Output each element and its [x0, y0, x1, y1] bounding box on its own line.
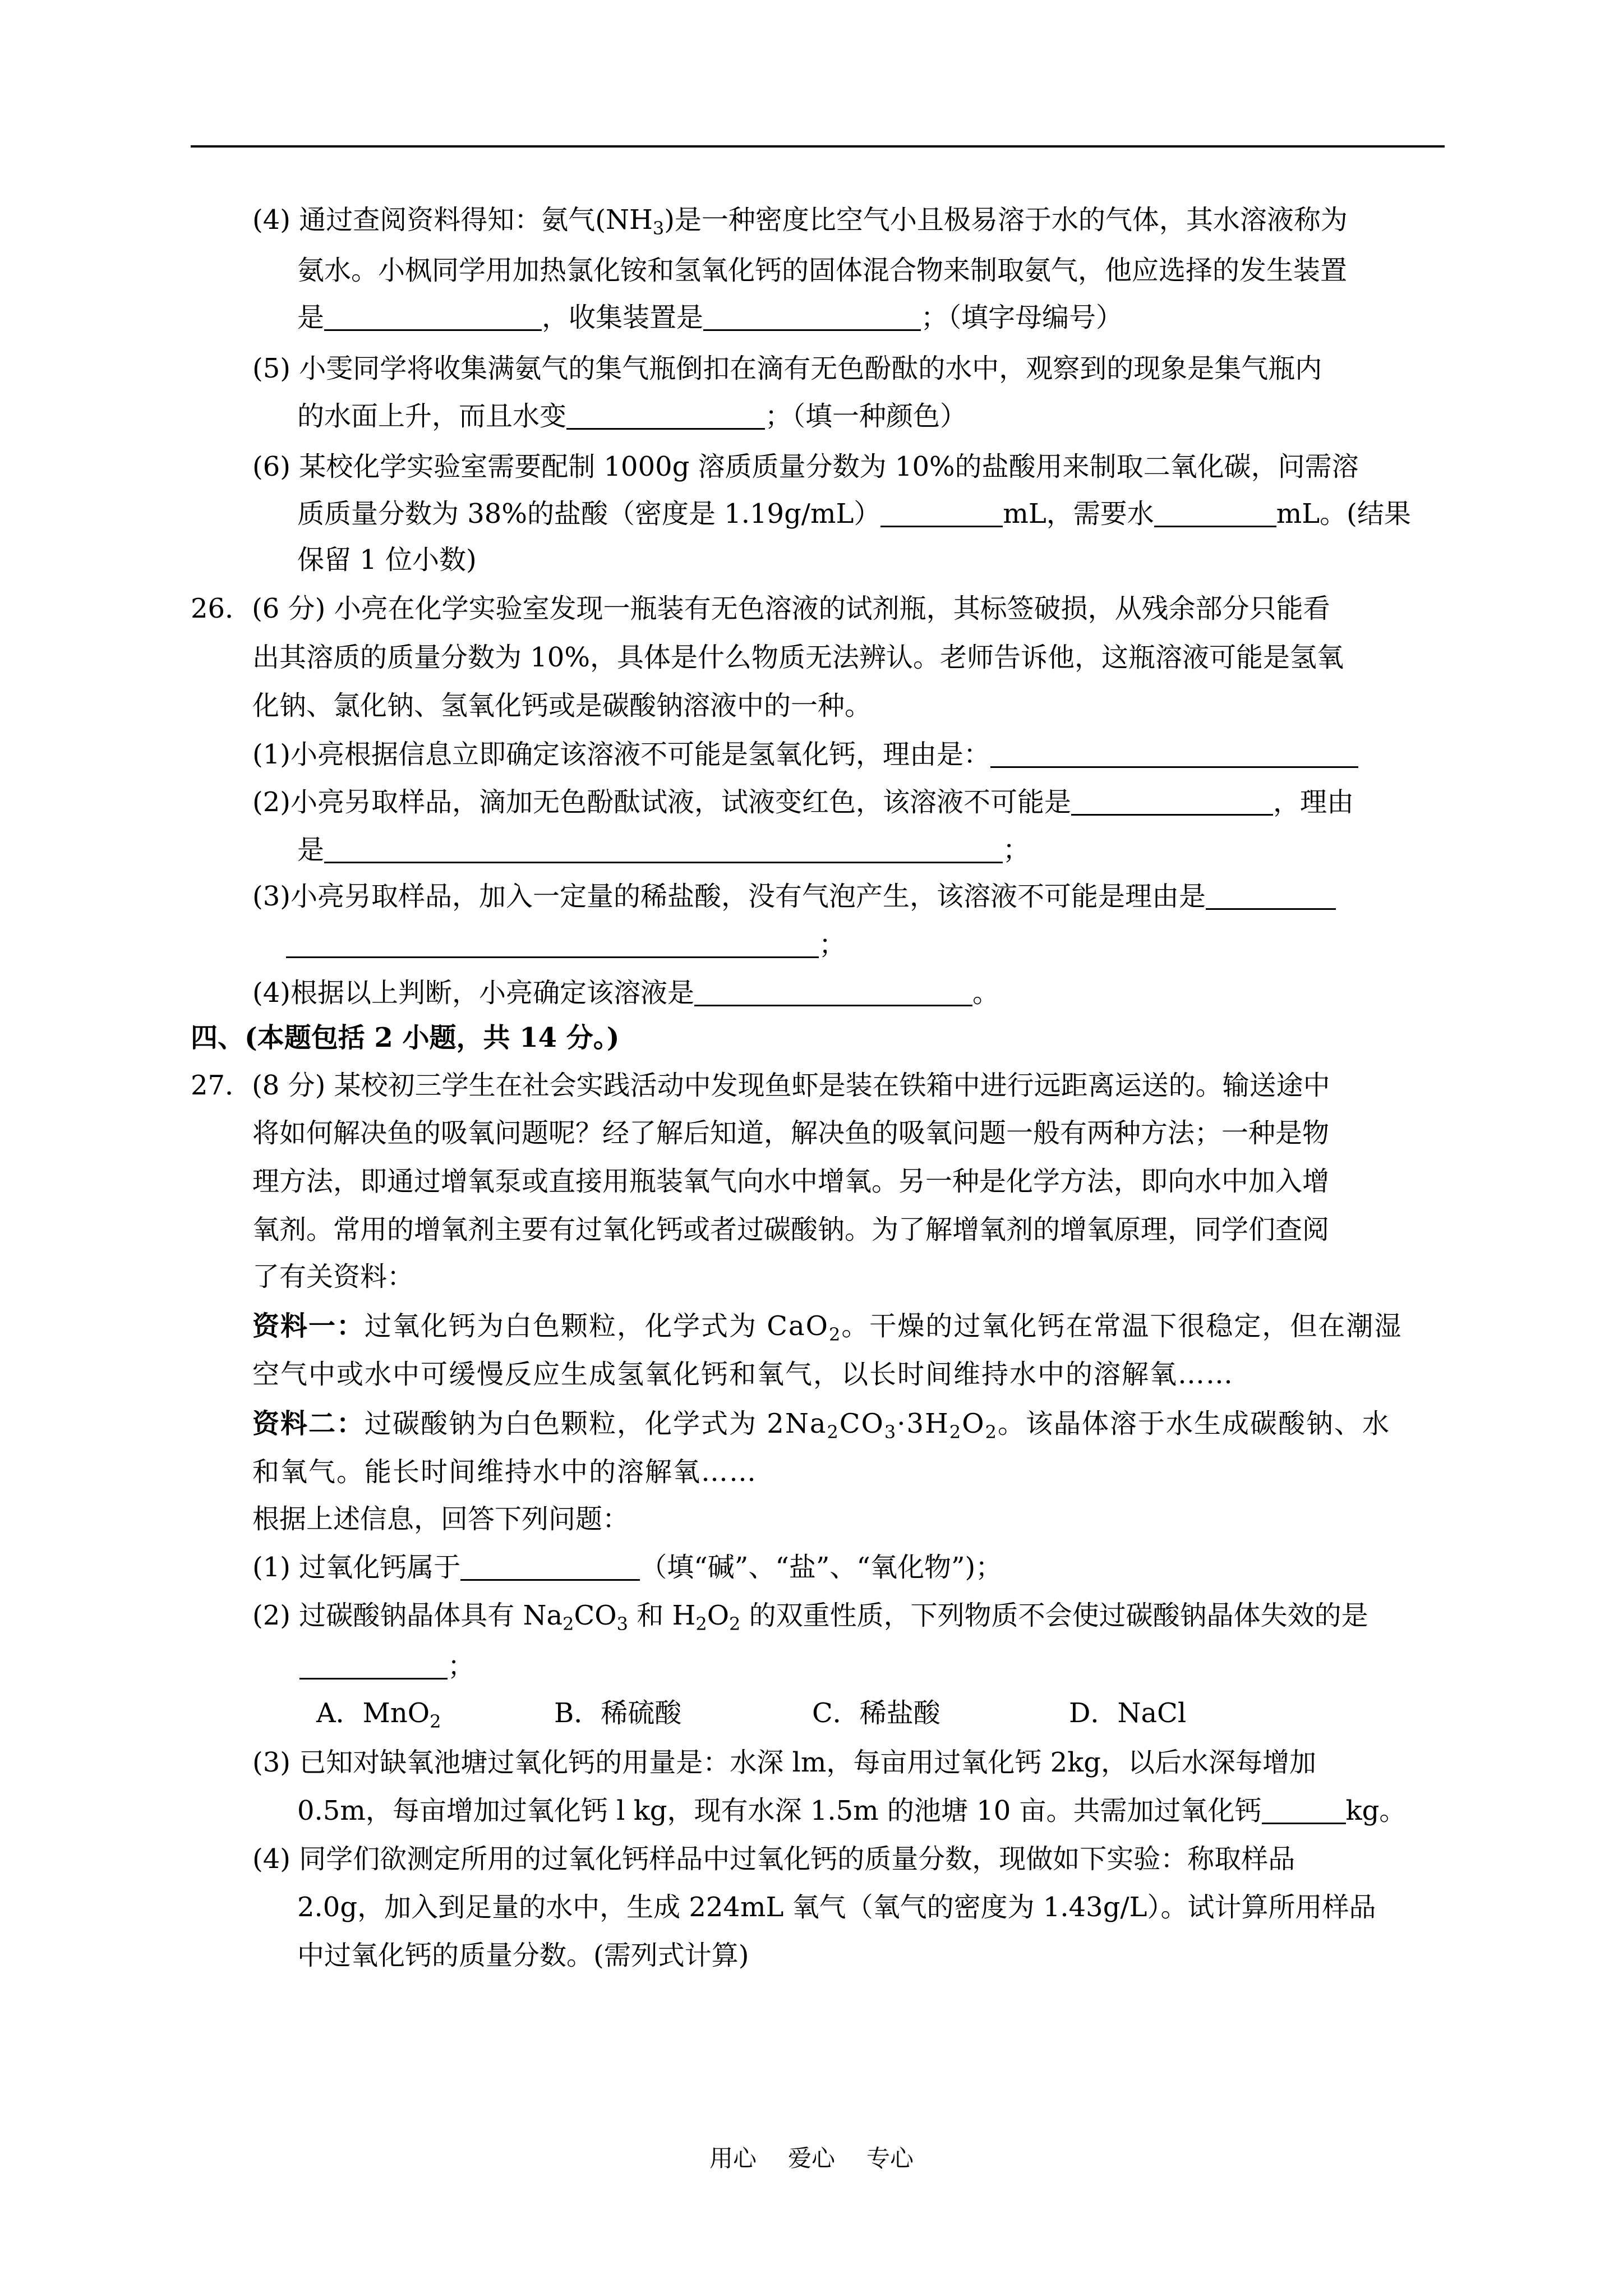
answer-blank-collector[interactable]: [703, 305, 921, 331]
q27-p1: [252, 1550, 1002, 1584]
text: 和 H: [628, 1600, 696, 1631]
q26-line3: 化钠、氯化钠、氢氧化钙或是碳酸钠溶液中的一种。: [252, 690, 872, 721]
answer-blank-water-volume[interactable]: [1154, 501, 1276, 527]
subscript: 2: [828, 1324, 842, 1345]
material-2-label: 资料二：: [252, 1408, 365, 1439]
text: 的双重性质，下列物质不会使过碳酸钠晶体失效的是: [740, 1600, 1368, 1631]
text: ；（填一种颜色）: [765, 401, 967, 432]
q27-p2-line2: [299, 1649, 474, 1683]
q26-line2: 出其溶质的质量分数为 10%，具体是什么物质无法辨认。老师告诉他，这瓶溶液可能是氢氧: [252, 642, 1344, 673]
subscript: 2: [729, 1613, 741, 1635]
q27-p4-line1: (4) 同学们欲测定所用的过氧化钙样品中过氧化钙的质量分数，现做如下实验：称取样品: [252, 1843, 1295, 1875]
q26-s3: [252, 880, 1336, 913]
text: (3)小亮另取样品，加入一定量的稀盐酸，没有气泡产生，该溶液不可能是理由是: [252, 881, 1206, 912]
q27-line2: 将如何解决鱼的吸氧问题呢？经了解后知道，解决鱼的吸氧问题一般有两种方法；一种是物: [252, 1117, 1330, 1149]
text: (4)根据以上判断，小亮确定该溶液是: [252, 977, 694, 1009]
text: kg。: [1345, 1795, 1407, 1826]
subscript: 3: [616, 1613, 628, 1635]
answer-blank-q26-3b[interactable]: [286, 932, 819, 958]
q27-p3-line2: [297, 1794, 1406, 1828]
subscript: 2: [695, 1613, 707, 1635]
answer-blank-q26-1[interactable]: [990, 742, 1358, 768]
text: mL。(结果: [1276, 498, 1411, 530]
text: 0.5m，每亩增加过氧化钙 l kg，现有水深 1.5m 的池塘 10 亩。共需加过氧化钙: [297, 1795, 1262, 1826]
subscript: 2: [949, 1421, 962, 1443]
q27-line3: 理方法，即通过增氧泵或直接用瓶装氧气向水中增氧。另一种是化学方法，即向水中加入增: [252, 1166, 1330, 1197]
text: ；（填字母编号）: [921, 302, 1123, 333]
text: ；: [448, 1650, 475, 1682]
answer-blank-q26-2a[interactable]: [1071, 789, 1273, 816]
q25-p5-line2: [297, 399, 967, 433]
text: 的水面上升，而且水变: [297, 401, 567, 432]
q27-p2: [252, 1599, 1368, 1635]
text: 过氧化钙为白色颗粒，化学式为 CaO: [365, 1310, 829, 1342]
q27-line4: 氧剂。常用的增氧剂主要有过氧化钙或者过碳酸钠。为了解增氧剂的增氧原理，同学们查阅: [252, 1214, 1330, 1245]
text: 过碳酸钠为白色颗粒，化学式为 2Na: [365, 1408, 827, 1439]
q26-s4: [252, 976, 999, 1010]
text: CO: [574, 1600, 617, 1631]
answer-blank-generator[interactable]: [324, 305, 542, 331]
q25-p6-line1: (6) 某校化学实验室需要配制 1000g 溶质质量分数为 10%的盐酸用来制取二氧化碳，问需溶: [252, 451, 1359, 482]
answer-blank-q27-1[interactable]: [460, 1554, 640, 1581]
text: A．MnO: [316, 1697, 430, 1729]
material-1-line1: [252, 1309, 1402, 1343]
text: CO: [839, 1408, 884, 1439]
q27-intro: 根据上述信息，回答下列问题：: [252, 1503, 630, 1535]
answer-blank-q27-2[interactable]: [299, 1653, 448, 1680]
text: ；: [819, 929, 846, 960]
subscript: 2: [985, 1421, 998, 1443]
text: 质质量分数为 38%的盐酸（密度是 1.19g/mL）: [297, 498, 881, 530]
q27-p4-line2: 2.0g，加入到足量的水中，生成 224mL 氧气（氧气的密度为 1.43g/L）。试计算所用样品: [297, 1892, 1376, 1923]
footer-text-2: 爱心: [787, 2145, 835, 2172]
text: O: [962, 1408, 985, 1439]
answer-blank-q26-3a[interactable]: [1206, 884, 1336, 910]
q27-p4-line3: 中过氧化钙的质量分数。(需列式计算): [297, 1940, 749, 1971]
q25-p5-line1: (5) 小雯同学将收集满氨气的集气瓶倒扣在滴有无色酚酞的水中，观察到的现象是集气瓶内: [252, 353, 1322, 384]
option-a[interactable]: [316, 1696, 441, 1730]
text: (1)小亮根据信息立即确定该溶液不可能是氢氧化钙，理由是：: [252, 739, 990, 770]
q26-s2: [252, 785, 1354, 819]
subscript: 3: [652, 218, 665, 239]
text: O: [707, 1600, 730, 1631]
subscript: 2: [430, 1711, 441, 1732]
option-b[interactable]: B．稀硫酸: [554, 1697, 682, 1729]
answer-blank-acid-volume[interactable]: [880, 501, 1003, 527]
answer-blank-q27-3[interactable]: [1262, 1798, 1346, 1824]
answer-blank-color[interactable]: [566, 403, 765, 430]
text: (2)小亮另取样品，滴加无色酚酞试液，试液变红色，该溶液不可能是: [252, 786, 1071, 818]
text: ，收集装置是: [542, 302, 704, 333]
footer-text-1: 用心: [709, 2145, 757, 2172]
q26-s1: [252, 738, 1358, 771]
text: 。: [972, 977, 1000, 1009]
text: (2) 过碳酸钠晶体具有 Na: [252, 1600, 563, 1631]
text: ·3H: [897, 1408, 949, 1439]
q27-line5: 了有关资料：: [252, 1261, 414, 1292]
material-2-line1: [252, 1407, 1390, 1441]
answer-blank-q26-4[interactable]: [694, 980, 972, 1006]
q25-p4-text-b: )是一种密度比空气小且极易溶于水的气体，其水溶液称为: [664, 204, 1348, 236]
text: 。该晶体溶于水生成碳酸钠、水: [997, 1408, 1390, 1439]
material-2-line2: 和氧气。能长时间维持水中的溶解氧……: [252, 1456, 758, 1488]
option-d[interactable]: D．NaCl: [1069, 1697, 1187, 1729]
text: ；: [1003, 834, 1030, 866]
text: 是: [297, 302, 325, 333]
q26-s3-line2: [286, 928, 846, 961]
subscript: 2: [827, 1421, 840, 1443]
q27-line1: 27．(8 分) 某校初三学生在社会实践活动中发现鱼虾是装在铁箱中进行远距离运送的。输送途中: [191, 1070, 1330, 1101]
answer-blank-q26-2b[interactable]: [324, 837, 1003, 863]
q27-p3-line1: (3) 已知对缺氧池塘过氧化钙的用量是：水深 lm，每亩用过氧化钙 2kg，以后水深每增加: [252, 1747, 1316, 1778]
q25-p4-line1: [252, 203, 1348, 237]
subscript: 3: [884, 1421, 897, 1443]
text: mL，需要水: [1003, 498, 1154, 530]
q25-p4-line2: 氨水。小枫同学用加热氯化铵和氢氧化钙的固体混合物来制取氨气，他应选择的发生装置: [297, 255, 1348, 286]
page-footer: [0, 2140, 1623, 2174]
subscript: 2: [562, 1613, 574, 1635]
footer-text-3: 专心: [866, 2145, 914, 2172]
text: 是: [297, 834, 325, 866]
header-rule: [191, 145, 1445, 148]
q25-p4-text-a: (4) 通过查阅资料得知：氨气(NH: [252, 204, 653, 236]
material-1-label: 资料一：: [252, 1310, 365, 1342]
text: (1) 过氧化钙属于: [252, 1552, 461, 1583]
q25-p6-line2: [297, 497, 1411, 531]
text: 。干燥的过氧化钙在常温下很稳定，但在潮湿: [841, 1310, 1403, 1342]
text: （填“碱”、“盐”、“氧化物”)；: [640, 1552, 1003, 1583]
section-heading: 四、(本题包括 2 小题，共 14 分。): [191, 1022, 620, 1053]
q26-s2-line2: [297, 833, 1030, 867]
text: ，理由: [1273, 786, 1354, 818]
option-c[interactable]: C．稀盐酸: [812, 1697, 940, 1729]
material-1-line2: 空气中或水中可缓慢反应生成氢氧化钙和氧气，以长时间维持水中的溶解氧……: [252, 1359, 1234, 1390]
q25-p6-line3: 保留 1 位小数): [297, 544, 477, 576]
q25-p4-line3: [297, 301, 1123, 334]
q26-line1: 26．(6 分) 小亮在化学实验室发现一瓶装有无色溶液的试剂瓶，其标签破损，从残余部分只能看: [191, 593, 1330, 624]
